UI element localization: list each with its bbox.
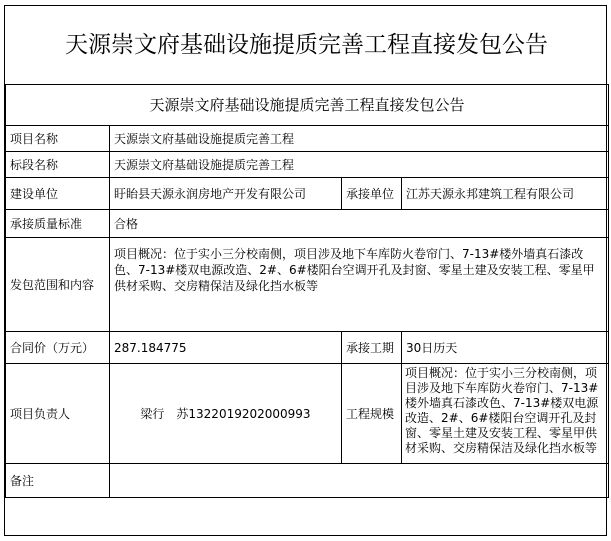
contract-price-row: [6, 332, 609, 364]
project-manager-value: 梁行 苏1322019202000993: [110, 364, 342, 464]
quality-standard-value: 合格: [110, 210, 609, 238]
contract-price-value: 287.184775: [110, 332, 342, 364]
project-name-row: [6, 126, 609, 152]
scope-row: [6, 238, 609, 332]
construction-unit-value: 盱眙县天源永润房地产开发有限公司: [110, 178, 342, 210]
remarks-label: 备注: [6, 464, 110, 498]
period-label: 承接工期: [342, 332, 402, 364]
construction-unit-label: 建设单位: [6, 178, 110, 210]
scale-value: 项目概况：位于实小三分校南侧，项目涉及地下车库防火卷帘门、7-13#楼外墙真石漆改色、7-13#楼双电源改造、2#、6#楼阳台空调开孔及封窗、零星土建及安装工程、零星甲供材采购、交房精保洁及绿化挡水板等: [402, 364, 609, 464]
scope-label: 发包范围和内容: [6, 238, 110, 332]
quality-standard-label: 承接质量标准: [6, 210, 110, 238]
section-name-label: 标段名称: [6, 152, 110, 178]
section-name-row: [6, 152, 609, 178]
project-manager-row: [6, 364, 609, 464]
project-manager-label: 项目负责人: [6, 364, 110, 464]
scope-value: 项目概况：位于实小三分校南侧，项目涉及地下车库防火卷帘门、7-13#楼外墙真石漆改色、7-13#楼双电源改造、2#、6#楼阳台空调开孔及封窗、零星土建及安装工程、零星甲供材采购、交房精保洁及绿化挡水板等: [110, 238, 609, 332]
inner-title: 天源崇文府基础设施提质完善工程直接发包公告: [6, 85, 609, 126]
quality-standard-row: [6, 210, 609, 238]
contract-price-label: 合同价（万元）: [6, 332, 110, 364]
section-name-value: 天源崇文府基础设施提质完善工程: [110, 152, 609, 178]
construction-unit-row: [6, 178, 609, 210]
remarks-row: [6, 464, 609, 498]
announcement-table: [5, 84, 609, 498]
project-name-label: 项目名称: [6, 126, 110, 152]
main-title: 天源崇文府基础设施提质完善工程直接发包公告: [5, 6, 608, 85]
scale-label: 工程规模: [342, 364, 402, 464]
announcement-frame: [4, 5, 607, 536]
remarks-value: [110, 464, 609, 498]
project-name-value: 天源崇文府基础设施提质完善工程: [110, 126, 609, 152]
contractor-label: 承接单位: [342, 178, 402, 210]
period-value: 30日历天: [402, 332, 609, 364]
contractor-value: 江苏天源永邦建筑工程有限公司: [402, 178, 609, 210]
inner-title-row: [6, 85, 609, 126]
